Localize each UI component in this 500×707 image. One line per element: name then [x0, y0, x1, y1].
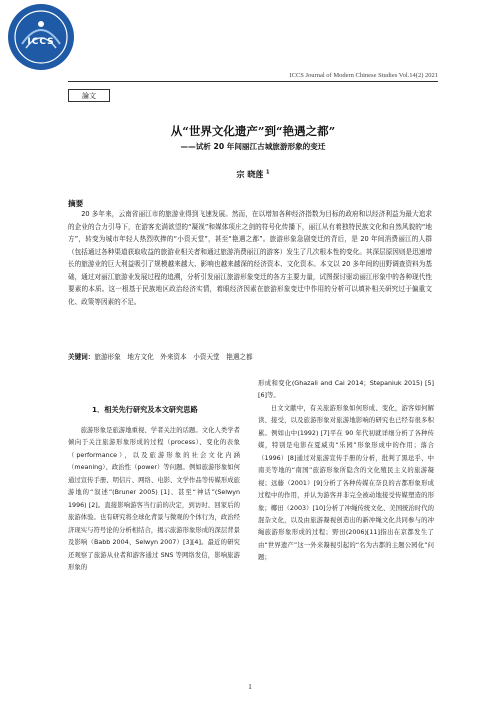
abstract-body: 20 多年来，云南省丽江市的旅游业得到飞速发展。然而，在以增加各种经济指数为目标的政府和以经济利益为最大追求的企业的合力引导下，在游客充满欲望的“凝视”和媒体项庄之剑的符号化传播下，丽江从有着独特民族文化和自然风貌的“地方”，转变为城市年轻人热烈吹捧的“小资天堂”，甚至“艳遇之都”。旅游形象急剧变迁的背后，是 20 年间消费丽江的人群（包括通过各种渠道获取收益的旅游业相关者和通过旅游消费丽江的游客）发生了几次根本性的变化。其深层原因则是迅速增长的旅游业的巨大利益吸引了规模越来越大、影响也越来越深的经济资本、文化资本。本文以 20 多年间的田野调查资料为基础，通过对丽江旅游业发展过程的追溯，分析引发丽江旅游形象变迁的各方主要力量，试图探讨驱动丽江形象中的各种现代性要素的本质。这一根基于民族地区政治经济实情，着眼经济因素在旅游形象变迁中作用的分析可以填补相关研究过于偏重文化、政策等因素的不足。	[68, 210, 432, 306]
journal-header: ICCS Journal of Modern Chinese Studies Vol.14(2) 2021	[289, 72, 438, 79]
article-title: 从“世界文化遗产”到“艳遇之都”	[170, 124, 336, 138]
header-divider	[68, 81, 438, 82]
page-number: 1	[248, 683, 252, 691]
keywords-label: 关键词：	[68, 353, 95, 361]
article-subtitle: ——试析 20 年间丽江古城旅游形象的变迁	[180, 142, 326, 151]
author-footnote-mark: 1	[266, 169, 270, 176]
keywords-items: 旅游形象 地方文化 外来资本 小资天堂 艳遇之都	[94, 353, 253, 361]
body-column-right	[258, 378, 434, 565]
body-column-left	[68, 425, 240, 574]
keywords	[68, 351, 432, 361]
logo-text: ICCS	[27, 37, 55, 47]
article-type-tag: 論文	[68, 89, 110, 102]
author	[68, 169, 438, 180]
body-paragraph: 旅游形象是旅游地重视、学者关注的话题。文化人类学者倾向于关注旅游形象形成的过程（process）、变化的表象（performance），以及旅游形象的社会文化内涵（meaning）、政治性（power）等问题。例如旅游形象如何通过宣传手册、明信片、网络、电影、文学作品等传媒形成旅游地的“叙述”(Bruner 2005) [1]、甚至“神话”(Selwyn 1996) [2]。直接影响游客当行前的决定，到访时、回家后的旅游体验。也有研究将全球化背景与微观的个体行为，政治经济现实与符号论的分析相结合，揭示旅游形象形成的深层背景及影响（Babb 2004、Selwyn 2007）[3][4]。最近的研究还观察了旅游从业者和游客通过 SNS 等网络发信，影响旅游形象的	[68, 427, 240, 571]
body-paragraph: 日文文献中，有关旅游形象如何形成、变化，游客如何解读、接受，以及旅游形象对旅游地影响的研究也已经有很多积累。例如山中(1992) [7]平在 90 年代初就详细分析了各种传媒，特别是电影在夏威夷“乐园”形象形成中的作用；落合（1996）[8]通过对旅游宣传手册的分析，批判了黑珐乎、中南美等地的“南国”旅游形象所隐含的文化殖民主义的旅游凝视；远藤（2001）[9]分析了各种传媒在奈良的古都形象形成过程中的作用，并认为游客并非完全被动地接受传媒塑造的形象；椰田（2003）[10]分析了冲绳传统文化、美国统治时代的混杂文化，以及由旅游凝视创造出的新冲绳文化共同参与的冲绳旅游形象形成的过程；野田(2006)[11]指出在京都发生了由“世界遗产”这一外来凝视引起的“名为古都的主题公园化”问题；	[258, 404, 434, 562]
body-paragraph: 形成和变化(Ghazali and Cai 2014；Stepaniuk 2015) [5][6]等。	[258, 380, 434, 400]
abstract-heading: 摘要	[68, 199, 84, 208]
journal-logo	[8, 4, 74, 70]
author-name: 宗 晓莲	[236, 170, 264, 179]
section-heading: 1．相关先行研究及本文研究思路	[92, 405, 198, 414]
